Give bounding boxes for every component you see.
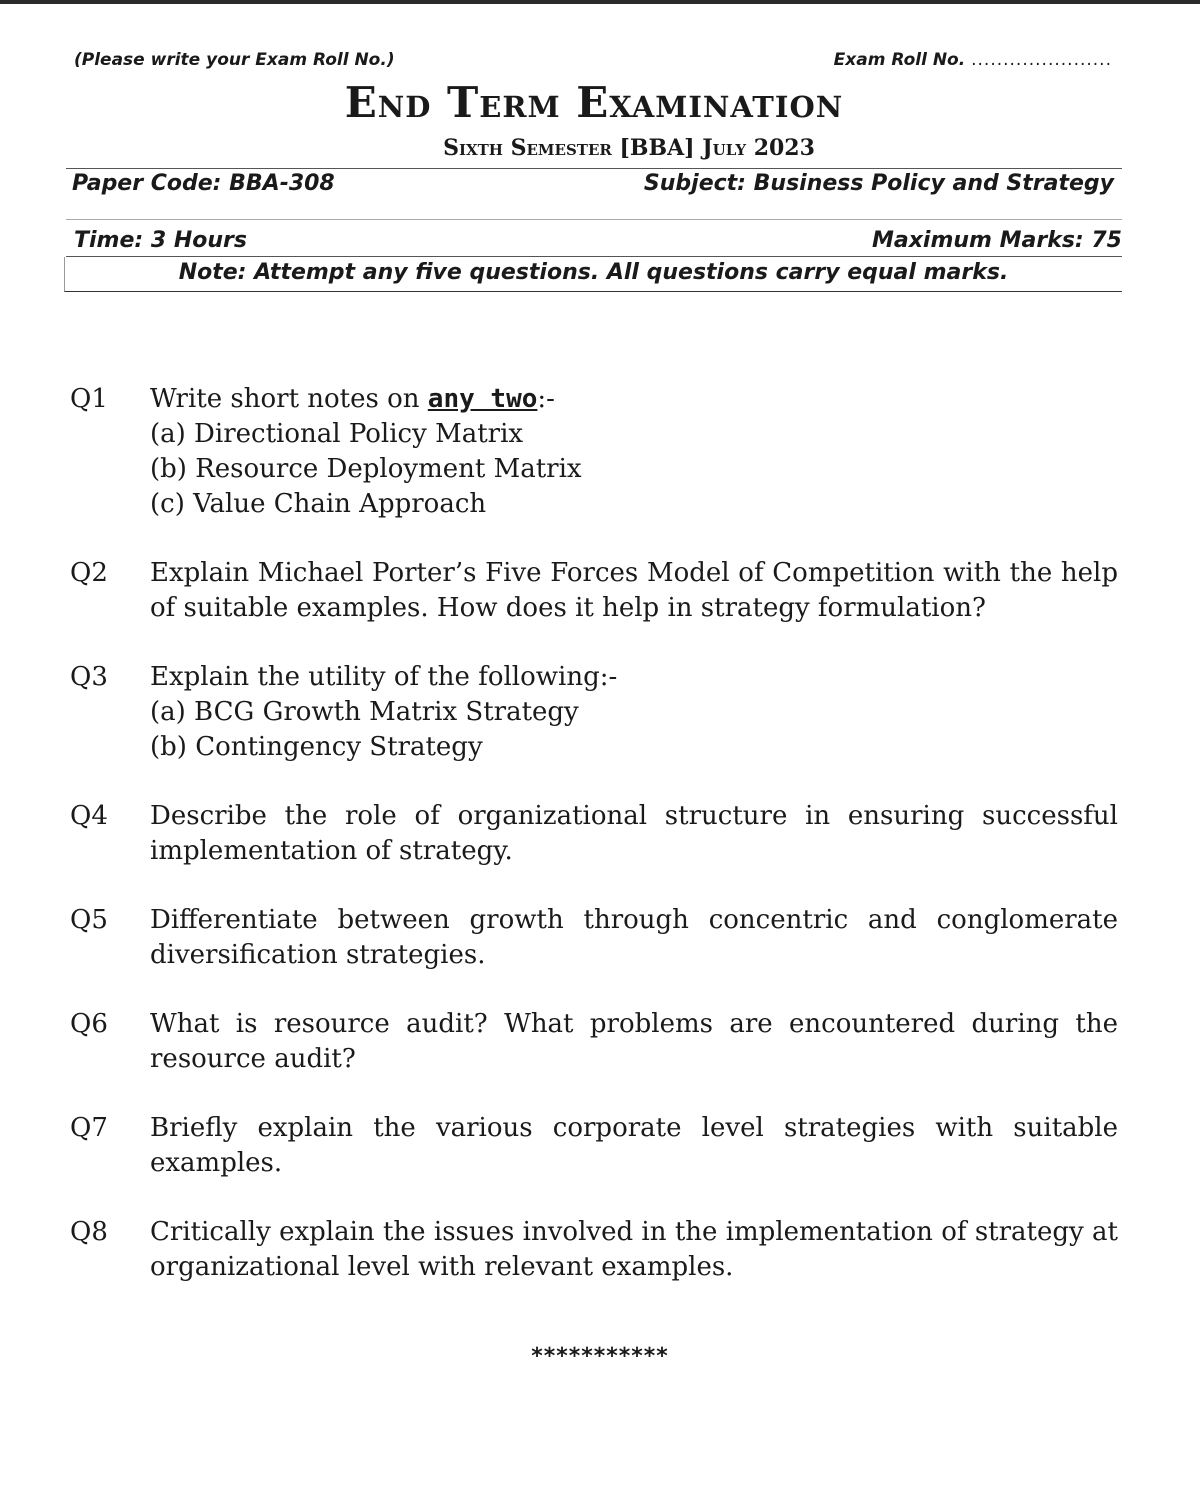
- question-list: [70, 382, 1118, 1285]
- question-number: Q1: [70, 384, 108, 414]
- question-number: Q8: [70, 1217, 108, 1247]
- question-8: [70, 1215, 1118, 1285]
- question-text: Explain the utility of the following:-: [150, 662, 618, 692]
- roll-number-row: [66, 50, 1122, 70]
- paper-code: Paper Code: BBA-308: [72, 171, 335, 196]
- time-marks-row: [66, 226, 1122, 257]
- question-text: Explain Michael Porter’s Five Forces Model of Competition with the help of suitable examples. How does it help in strategy formulation?: [150, 558, 1118, 623]
- top-border-line: [0, 0, 1200, 4]
- maximum-marks: Maximum Marks: 75: [871, 228, 1122, 253]
- roll-number-hint: (Please write your Exam Roll No.): [74, 50, 395, 70]
- question-6: [70, 1007, 1118, 1077]
- question-number: Q3: [70, 662, 108, 692]
- question-text: Differentiate between growth through concentric and conglomerate diversification strategies.: [150, 905, 1118, 970]
- subject-name: Subject: Business Policy and Strategy: [643, 171, 1114, 196]
- question-text: Describe the role of organizational structure in ensuring successful implementation of strategy.: [150, 801, 1118, 866]
- question-3: [70, 660, 1118, 765]
- question-text: Write short notes on any two:-: [150, 384, 555, 414]
- exam-note: Note: Attempt any five questions. All questions carry equal marks.: [64, 257, 1122, 292]
- question-number: Q5: [70, 905, 108, 935]
- time-allowed: Time: 3 Hours: [74, 228, 247, 253]
- question-1: [70, 382, 1118, 522]
- sub-item: (a) Directional Policy Matrix: [150, 419, 524, 449]
- question-2: [70, 556, 1118, 626]
- question-text: Critically explain the issues involved in the implementation of strategy at organizational level with relevant examples.: [150, 1217, 1118, 1282]
- question-text: Briefly explain the various corporate level strategies with suitable examples.: [150, 1113, 1118, 1178]
- exam-title: End Term Examination: [344, 78, 844, 127]
- roll-number-field: [834, 50, 1112, 70]
- emphasis-any-two: any two: [427, 384, 538, 414]
- sub-item: (c) Value Chain Approach: [150, 489, 487, 519]
- sub-item: (b) Contingency Strategy: [150, 732, 483, 762]
- question-number: Q4: [70, 801, 108, 831]
- roll-number-label: Exam Roll No.: [833, 50, 966, 70]
- question-number: Q6: [70, 1009, 108, 1039]
- paper-info-row: [66, 168, 1122, 220]
- question-text: What is resource audit? What problems are encountered during the resource audit?: [150, 1009, 1118, 1074]
- question-number: Q2: [70, 558, 108, 588]
- exam-header: [66, 50, 1122, 292]
- exam-subtitle: Sixth Semester [BBA] July 2023: [443, 135, 815, 161]
- sub-item: (b) Resource Deployment Matrix: [150, 454, 582, 484]
- question-4: [70, 799, 1118, 869]
- sub-item: (a) BCG Growth Matrix Strategy: [150, 697, 579, 727]
- question-7: [70, 1111, 1118, 1181]
- question-5: [70, 903, 1118, 973]
- question-number: Q7: [70, 1113, 108, 1143]
- end-of-paper-stars: ***********: [531, 1344, 669, 1369]
- roll-number-blank: ......................: [971, 50, 1112, 70]
